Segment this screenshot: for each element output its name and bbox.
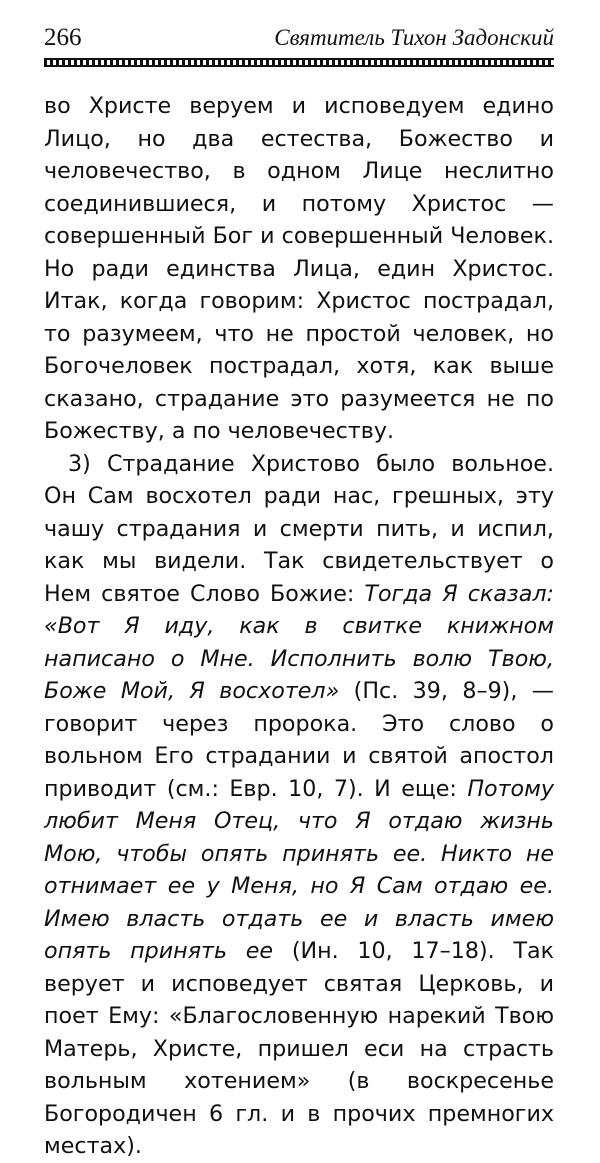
paragraph-1	[44, 90, 554, 448]
page-number: 266	[44, 24, 82, 51]
header-rule	[44, 58, 554, 67]
scripture-quote: Тогда Я сказал: «Вот Я иду, как в свитке книжном написано о Мне. Исполнить волю Твою, Боже Мой, Я восхотел»	[44, 580, 554, 704]
text-segment: во Христе веруем и исповедуем едино Лицо, но два естества, Божество и человечество, в одном Лице неслитно соединившиеся, и потому Христос — совершенный Бог и совершенный Человек. Но ради единства Лица, един Христос. Итак, когда говорим: Христос пострадал, то разумеем, что не простой человек, но Богочеловек пострадал, хотя, как выше сказано, страдание это разумеется не по Божеству, а по человечеству.	[44, 93, 554, 444]
paragraph-2	[44, 448, 554, 1163]
scripture-quote: Потому любит Меня Отец, что Я отдаю жизнь Мою, чтобы опять принять ее. Никто не отнимает ее у Меня, но Я Сам отдаю ее. Имею власть отдать ее и власть имею опять принять ее	[44, 775, 554, 964]
text-segment: (Ин. 10, 17–18). Так верует и исповедует святая Церковь, и поет Ему: «Благословенную нарекий Твою Матерь, Христе, пришел еси на страсть вольным хотением» (в воскресенье Богородичен 6 гл. и в прочих премногих местах).	[44, 938, 554, 1159]
text-segment: 3) Страдание Христово было вольное. Он Сам восхотел ради нас, грешных, эту чашу страдания и смерти пить, и испил, как мы видели. Так свидетельствует о Нем святое Слово Божие:	[44, 450, 554, 607]
running-title: Святитель Тихон Задонский	[274, 25, 554, 50]
body-text	[44, 90, 554, 1163]
text-segment: (Пс. 39, 8–9), — говорит через пророка. Это слово о вольном Его страдании и святой апостол приводит (см.: Евр. 10, 7). И еще:	[44, 678, 554, 802]
page-header	[44, 22, 554, 56]
